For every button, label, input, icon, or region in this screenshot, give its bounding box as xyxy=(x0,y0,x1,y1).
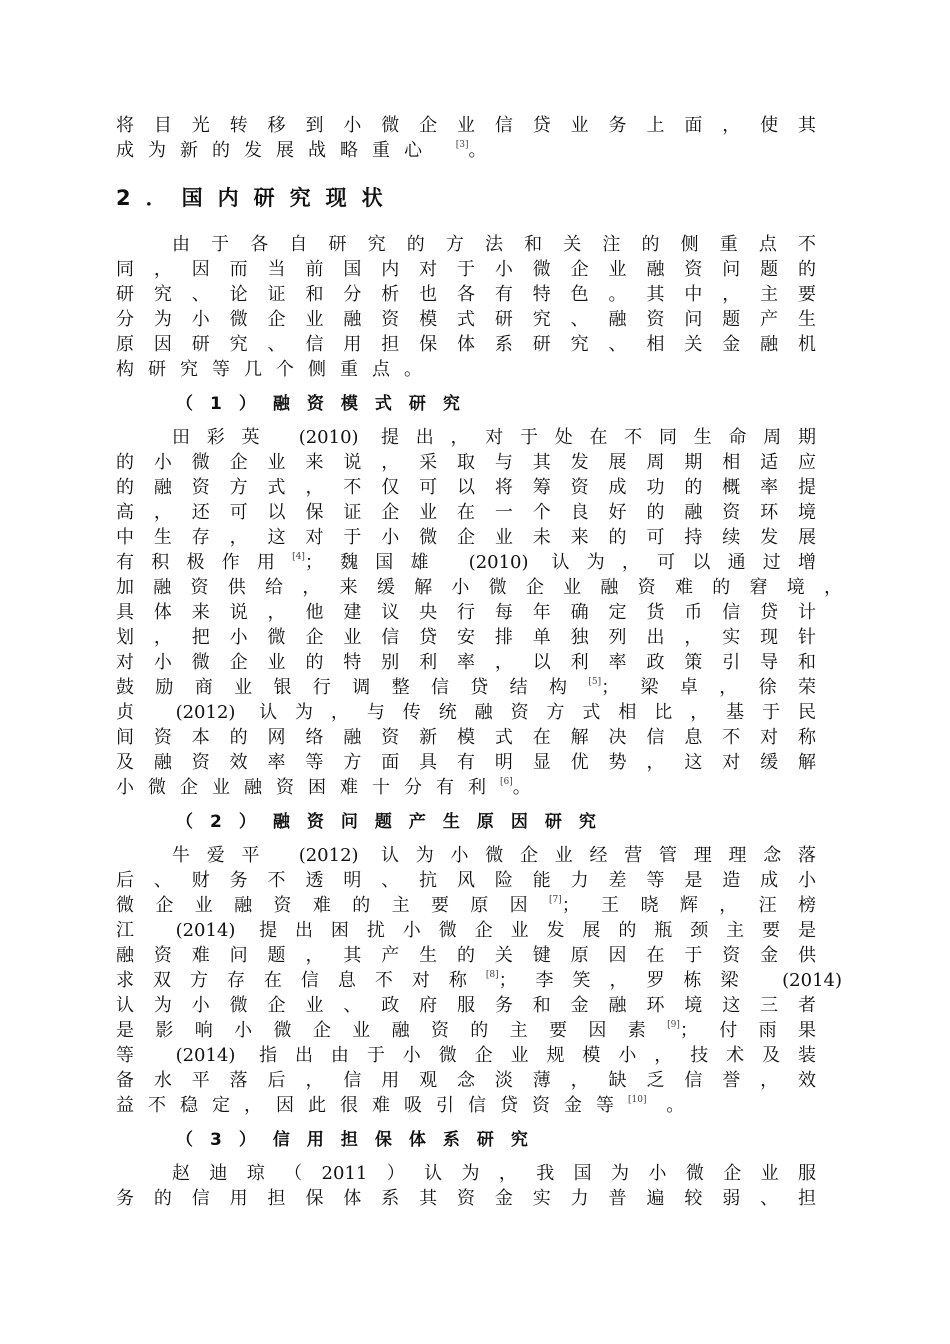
body-line: 的融资方式，不仅可以将筹资成功的概率提 xyxy=(116,477,816,498)
body-line: 贞 (2012) 认为，与传统融资方式相比，基于民 xyxy=(116,702,816,723)
body-line: 由于各自研究的方法和关注的侧重点不 xyxy=(172,234,816,255)
subheading-causes: （2）融资问题产生原因研究 xyxy=(176,812,613,832)
citation: [7] xyxy=(549,895,562,905)
body-line: 田彩英 (2010) 提出，对于处在不同生命周期 xyxy=(172,427,816,448)
body-line: 高，还可以保证企业在一个良好的融资环境 xyxy=(116,502,816,523)
body-line: 加融资供给，来缓解小微企业融资难的窘境， xyxy=(116,577,842,598)
body-line: 小微企业融资困难十分有利[6]。 xyxy=(116,777,545,798)
subheading-financing-models: （1）融资模式研究 xyxy=(176,394,477,414)
body-line: 分为小微企业融资模式研究、融资问题产生 xyxy=(116,309,816,330)
body-line: 的小微企业来说，采取与其发展周期相适应 xyxy=(116,452,816,473)
body-line: 务的信用担保体系其资金实力普遍较弱、担 xyxy=(116,1188,816,1209)
body-line: 求双方存在信息不对称[8]；李笑，罗栋梁 (2014) xyxy=(116,970,843,991)
subheading-credit-guarantee: （3）信用担保体系研究 xyxy=(176,1130,545,1150)
body-line: 中生存，这对于小微企业未来的可持续发展 xyxy=(116,527,816,548)
body-line: 间资本的网络融资新模式在解决信息不对称 xyxy=(116,727,816,748)
body-line: 牛爱平 (2012) 认为小微企业经营管理理念落 xyxy=(172,845,816,866)
body-line: 将目光转移到小微企业信贷业务上面，使其 xyxy=(116,115,816,136)
body-line: 江 (2014) 提出困扰小微企业发展的瓶颈主要是 xyxy=(116,920,816,941)
body-line: 成为新的发展战略重心 [3]。 xyxy=(116,140,501,161)
body-line: 是影响小微企业融资的主要因素[9]；付雨果 xyxy=(116,1020,817,1041)
body-line: 同，因而当前国内对于小微企业融资问题的 xyxy=(116,259,816,280)
body-line: 研究、论证和分析也各有特色。其中，主要 xyxy=(116,284,816,305)
citation: [4] xyxy=(292,552,305,562)
citation: [5] xyxy=(588,677,602,687)
body-line: 等 (2014) 指出由于小微企业规模小，技术及装 xyxy=(116,1045,816,1066)
body-line: 构研究等几个侧重点。 xyxy=(116,359,436,380)
body-line: 原因研究、信用担保体系研究、相关金融机 xyxy=(116,334,816,355)
citation: [9] xyxy=(667,1020,680,1030)
body-line: 益不稳定，因此很难吸引信贷资金等[10] 。 xyxy=(116,1095,699,1116)
citation: [3] xyxy=(455,140,469,150)
body-line: 赵迪琼（2011）认为，我国为小微企业服 xyxy=(172,1163,816,1184)
body-line: 认为小微企业、政府服务和金融环境这三者 xyxy=(116,995,816,1016)
citation: [6] xyxy=(500,777,513,787)
body-line: 微企业融资难的主要原因[7]；王晓辉，汪榜 xyxy=(116,895,817,916)
body-line: 有积极作用[4]；魏国雄 (2010) 认为，可以通过增 xyxy=(116,552,817,573)
body-line: 及融资效率等方面具有明显优势，这对缓解 xyxy=(116,752,816,773)
section-heading: 2．国内研究现状 xyxy=(116,186,398,210)
body-line: 鼓励商业银行调整信贷结构[5]；梁卓，徐荣 xyxy=(116,677,817,698)
body-line: 对小微企业的特别利率，以利率政策引导和 xyxy=(116,652,816,673)
body-line: 具体来说，他建议央行每年确定货币信贷计 xyxy=(116,602,816,623)
body-line: 备水平落后，信用观念淡薄，缺乏信誉，效 xyxy=(116,1070,816,1091)
citation: [10] xyxy=(628,1095,647,1105)
citation: [8] xyxy=(485,970,499,980)
body-line: 划，把小微企业信贷安排单独列出，实现针 xyxy=(116,627,816,648)
body-line: 融资难问题，其产生的关键原因在于资金供 xyxy=(116,945,816,966)
body-line: 后、财务不透明、抗风险能力差等是造成小 xyxy=(116,870,816,891)
